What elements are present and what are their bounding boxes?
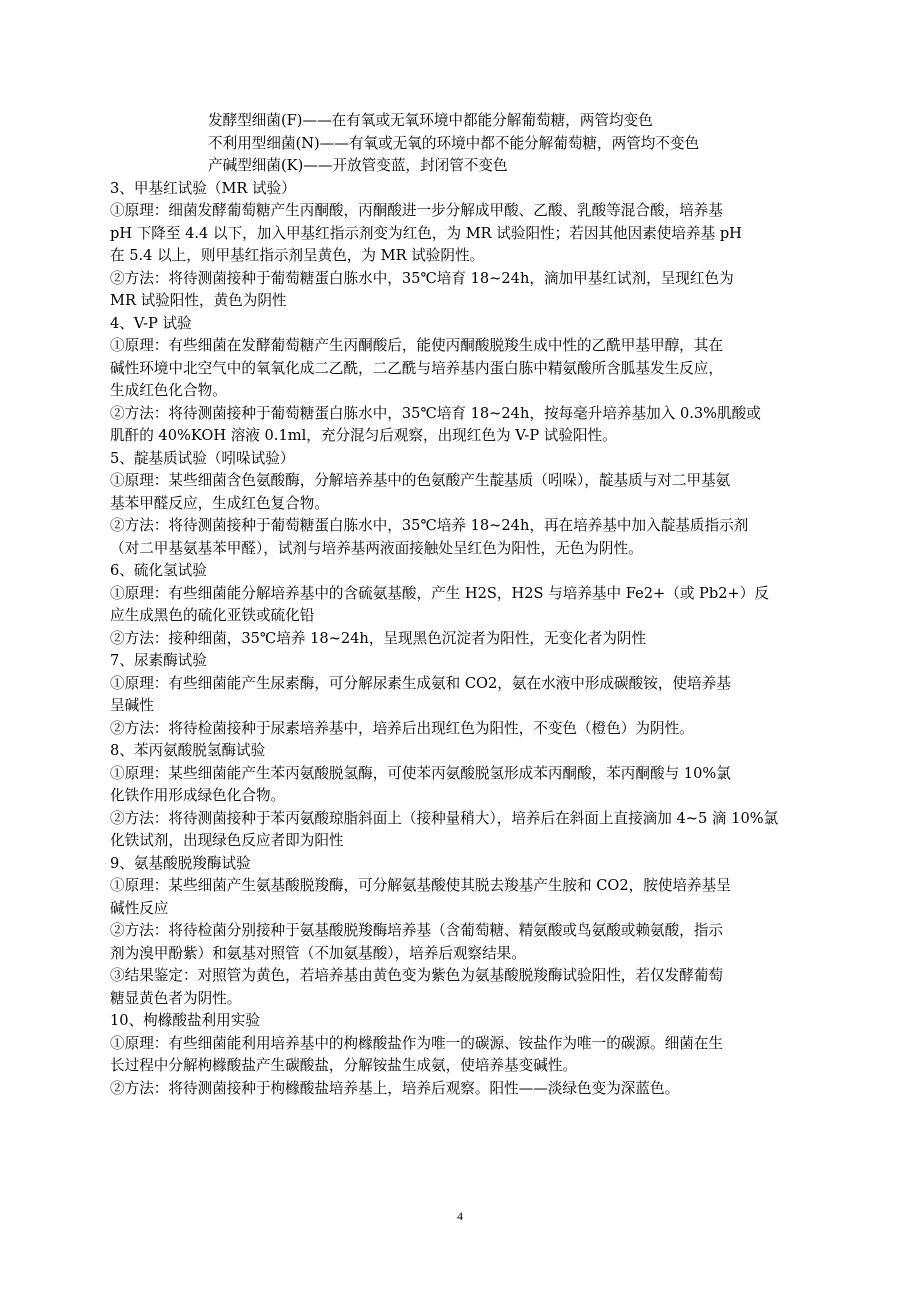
text-line: ①原理：某些细菌含色氨酸酶，分解培养基中的色氨酸产生靛基质（吲哚），靛基质与对二甲基氨 <box>110 472 731 489</box>
text-line: 基苯甲醛反应，生成红色复合物。 <box>110 494 329 512</box>
text-line: ②方法：将待测菌接种于苯丙氨酸琼脂斜面上（接种量稍大），培养后在斜面上直接滴加 4~5 滴 10%氯 <box>110 809 779 827</box>
text-line: （对二甲基氨基苯甲醛），试剂与培养基两液面接触处呈红色为阳性，无色为阴性。 <box>110 539 643 557</box>
text-line: 在 5.4 以上，则甲基红指示剂呈黄色，为 MR 试验阴性。 <box>110 247 485 264</box>
text-line: 化铁作用形成绿色化合物。 <box>110 787 286 804</box>
text-line-alkaline: 产碱型细菌(K)——开放管变蓝，封闭管不变色 <box>208 157 508 174</box>
section-heading-citrate: 10、枸橼酸盐利用实验 <box>110 1012 260 1029</box>
text-line: 长过程中分解枸橼酸盐产生碳酸盐，分解铵盐生成氨，使培养基变碱性。 <box>110 1057 578 1074</box>
text-line: 碱性环境中北空气中的氧氧化成二乙酰，二乙酰与培养基内蛋白胨中精氨酸所含胍基发生反应， <box>110 359 723 377</box>
text-line: 肌酐的 40%KOH 溶液 0.1ml，充分混匀后观察，出现红色为 V-P 试验阳性。 <box>110 427 617 444</box>
text-line: ②方法：将待测菌接种于葡萄糖蛋白胨水中，35℃培养 18~24h，再在培养基中加入靛基质指示剂 <box>110 517 749 534</box>
section-heading-indole: 5、靛基质试验（吲哚试验） <box>110 449 295 467</box>
text-line: pH 下降至 4.4 以下，加入甲基红指示剂变为红色，为 MR 试验阳性；若因其他因素使培养基 pH <box>110 224 742 242</box>
section-heading-decarboxylase: 9、氨基酸脱羧酶试验 <box>110 854 251 872</box>
page-number: 4 <box>457 1209 463 1223</box>
text-line-fermentative: 发酵型细菌(F)——在有氧或无氧环境中都能分解葡萄糖，两管均变色 <box>208 112 653 129</box>
text-line: 呈碱性 <box>110 697 154 714</box>
text-line: ②方法：接种细菌，35℃培养 18~24h，呈现黑色沉淀者为阳性，无变化者为阴性 <box>110 629 647 647</box>
text-line: ①原理：细菌发酵葡萄糖产生丙酮酸，丙酮酸进一步分解成甲酸、乙酸、乳酸等混合酸，培养基 <box>110 202 723 219</box>
text-line: ①原理：有些细菌在发酵葡萄糖产生丙酮酸后，能使丙酮酸脱羧生成中性的乙酰甲基甲醇，其在 <box>110 337 723 354</box>
text-line: 应生成黑色的硫化亚铁或硫化铅 <box>110 607 315 624</box>
page-body <box>110 110 840 1100</box>
section-heading-mr: 3、甲基红试验（MR 试验） <box>110 179 296 197</box>
text-line: ①原理：某些细菌产生氨基酸脱羧酶，可分解氨基酸使其脱去羧基产生胺和 CO2，胺使培养基呈 <box>110 877 731 894</box>
section-heading-pda: 8、苯丙氨酸脱氢酶试验 <box>110 742 266 759</box>
text-line: 生成红色化合物。 <box>110 382 227 399</box>
text-line: ②方法：将待检菌分别接种于氨基酸脱羧酶培养基（含葡萄糖、精氨酸或鸟氨酸或赖氨酸，指示 <box>110 922 723 939</box>
text-line: ①原理：有些细菌能利用培养基中的枸橼酸盐作为唯一的碳源、铵盐作为唯一的碳源。细菌在生 <box>110 1034 723 1052</box>
text-line: ③结果鉴定：对照管为黄色，若培养基由黄色变为紫色为氨基酸脱羧酶试验阳性，若仅发酵葡萄 <box>110 967 723 984</box>
text-line: ①原理：有些细菌能分解培养基中的含硫氨基酸，产生 H2S，H2S 与培养基中 Fe2+（或 Pb2+）反 <box>110 584 769 602</box>
section-heading-vp: 4、V-P 试验 <box>110 314 192 332</box>
text-line: MR 试验阳性，黄色为阴性 <box>110 292 287 309</box>
text-line: ①原理：某些细菌能产生苯丙氨酸脱氢酶，可使苯丙氨酸脱氢形成苯丙酮酸，苯丙酮酸与 10%氯 <box>110 764 731 782</box>
text-line: ②方法：将待测菌接种于葡萄糖蛋白胨水中，35℃培育 18~24h，按每毫升培养基加入 0.3%肌酸或 <box>110 404 761 422</box>
text-line: 化铁试剂，出现绿色反应者即为阳性 <box>110 832 344 849</box>
text-line-non-utilizing: 不利用型细菌(N)——有氧或无氧的环境中都不能分解葡萄糖，两管均不变色 <box>208 134 700 152</box>
text-line: 糖显黄色者为阴性。 <box>110 989 242 1007</box>
text-line: ②方法：将待测菌接种于枸橼酸盐培养基上，培养后观察。阳性——淡绿色变为深蓝色。 <box>110 1079 680 1097</box>
text-line: ①原理：有些细菌能产生尿素酶，可分解尿素生成氨和 CO2，氨在水液中形成碳酸铵，使培养基 <box>110 674 731 692</box>
text-line: 碱性反应 <box>110 899 169 917</box>
text-line: ②方法：将待检菌接种于尿素培养基中，培养后出现红色为阳性，不变色（橙色）为阴性。 <box>110 719 694 737</box>
text-line: 剂为溴甲酚紫）和氨基对照管（不加氨基酸），培养后观察结果。 <box>110 944 526 962</box>
text-line: ②方法：将待测菌接种于葡萄糖蛋白胨水中，35℃培育 18~24h，滴加甲基红试剂，呈现红色为 <box>110 269 734 287</box>
section-heading-urease: 7、尿素酶试验 <box>110 652 207 669</box>
section-heading-h2s: 6、硫化氢试验 <box>110 562 207 579</box>
